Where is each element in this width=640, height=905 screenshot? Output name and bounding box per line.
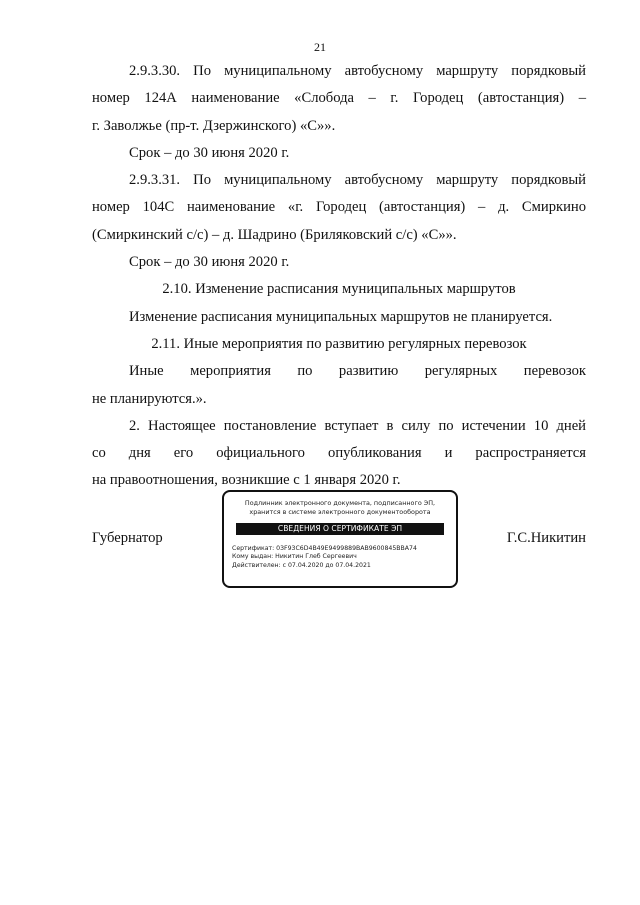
paragraph-line: 2.9.3.31. По муниципальному автобусному маршруту порядковый [129,172,586,189]
paragraph-line: номер 124А наименование «Слобода – г. Городец (автостанция) – [92,90,586,107]
paragraph-line: 2. Настоящее постановление вступает в силу по истечении 10 дней [129,417,586,434]
signatory-position: Губернатор [92,530,163,546]
paragraph-line: 2.9.3.30. По муниципальному автобусному маршруту порядковый [129,63,586,79]
paragraph-line: не планируются.». [92,390,207,407]
electronic-signature-stamp [222,490,458,588]
certificate-number: Сертификат: 03F93C6D4B49E9499889BAB9600845BBA74 [232,545,417,552]
paragraph-line: со дня его официального опубликования и распространяется [92,445,586,462]
page-number: 21 [314,40,326,54]
document-body [92,58,586,495]
certificate-owner: Кому выдан: Никитин Глеб Сергеевич [232,553,357,561]
paragraph-line: (Смиркинский с/с) – д. Шадрино (Бриляковский с/с) «С»». [92,226,457,243]
signatory-name: Г.С.Никитин [506,530,586,546]
section-heading: 2.11. Иные мероприятия по развитию регулярных перевозок [151,335,527,352]
paragraph-line: номер 104С наименование «г. Городец (автостанция) – д. Смиркино [92,199,586,216]
certificate-validity: Действителен: с 07.04.2020 до 07.04.2021 [232,561,371,569]
paragraph-term: Срок – до 30 июня 2020 г. [129,254,290,271]
stamp-header-line: Подлинник электронного документа, подписанного ЭП, [244,499,436,507]
paragraph-line: на правоотношения, возникшие с 1 января 2020 г. [92,472,401,489]
stamp-details [232,545,456,570]
paragraph-line: Изменение расписания муниципальных маршрутов не планируется. [129,308,553,325]
section-heading: 2.10. Изменение расписания муниципальных маршрутов [162,281,516,298]
stamp-header-line: хранится в системе электронного документооборота [249,508,431,516]
paragraph-line: Иные мероприятия по развитию регулярных перевозок [129,363,586,380]
stamp-header [224,499,456,517]
paragraph-line: г. Заволжье (пр-т. Дзержинского) «С»». [92,117,336,134]
paragraph-term: Срок – до 30 июня 2020 г. [129,144,290,161]
stamp-title-bar: СВЕДЕНИЯ О СЕРТИФИКАТЕ ЭП [236,523,444,535]
